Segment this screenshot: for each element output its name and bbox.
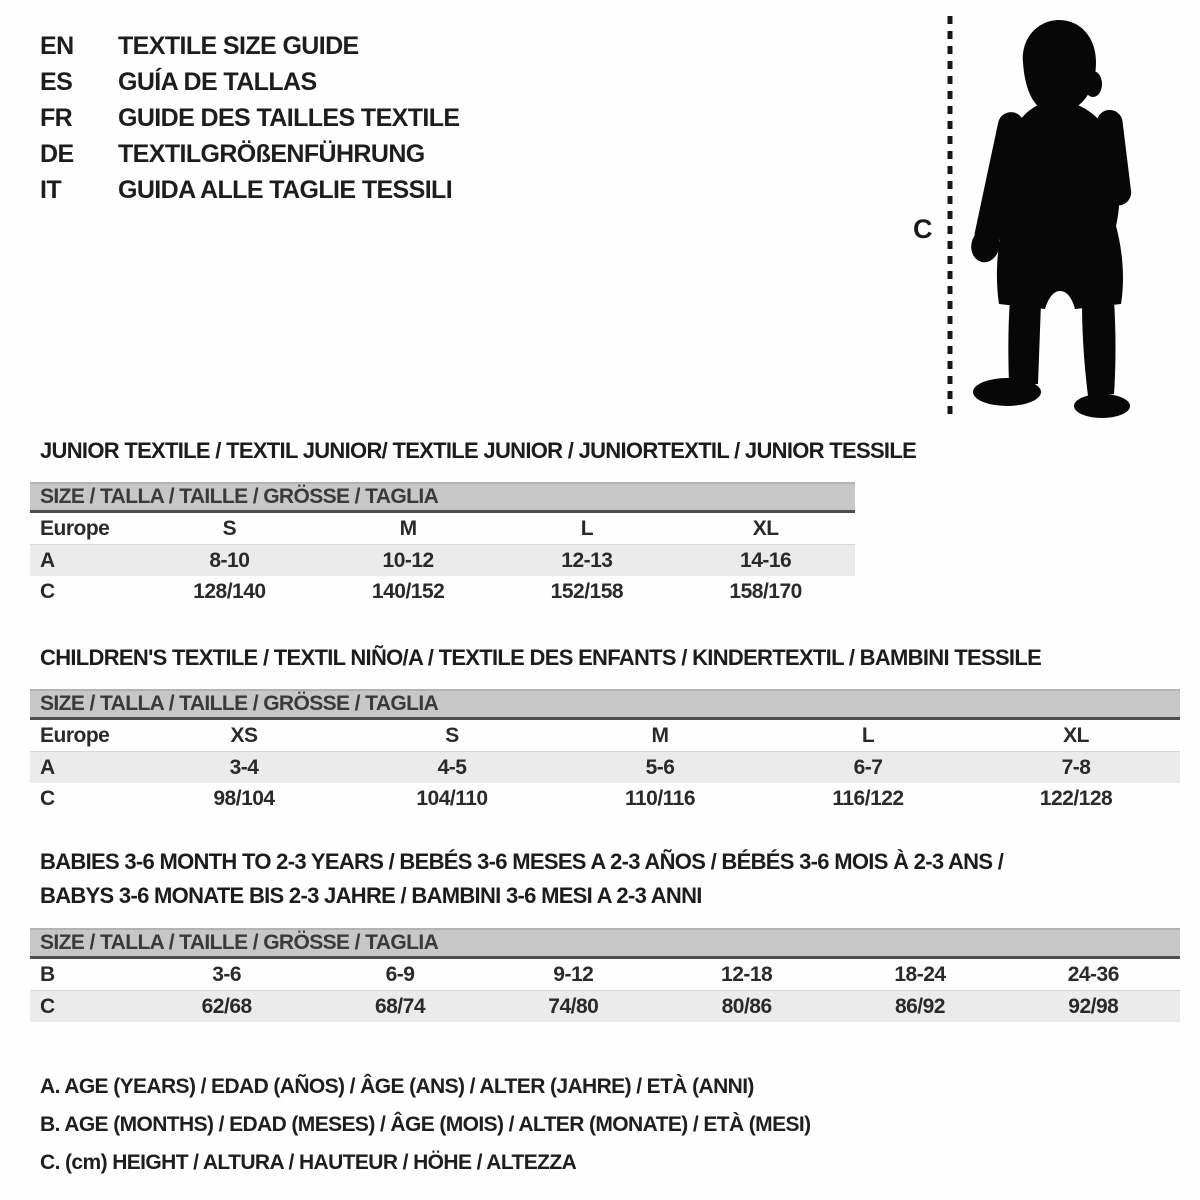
babies-section-title-line1: BABIES 3-6 MONTH TO 2-3 YEARS / BEBÉS 3-6 MESES A 2-3 AÑOS / BÉBÉS 3-6 MOIS À 2-3 ANS / bbox=[40, 849, 1004, 874]
children-size-header: SIZE / TALLA / TAILLE / GRÖSSE / TAGLIA bbox=[30, 689, 1180, 720]
table-row bbox=[30, 783, 1180, 814]
height-cell: 86/92 bbox=[894, 994, 945, 1018]
height-cell: 110/116 bbox=[624, 786, 696, 810]
measurement-legend bbox=[40, 1068, 811, 1182]
age-cell: 5-6 bbox=[645, 755, 675, 779]
language-row-it bbox=[40, 172, 460, 208]
legend-line-c: C. (cm) HEIGHT / ALTURA / HAUTEUR / HÖHE / ALTEZZA bbox=[40, 1151, 577, 1174]
height-cell: 140/152 bbox=[371, 579, 445, 603]
size-cell: XS bbox=[230, 723, 258, 747]
age-cell: 9-12 bbox=[553, 962, 594, 986]
size-cell: L bbox=[861, 723, 875, 747]
language-row-en bbox=[40, 28, 460, 64]
age-cell: 12-18 bbox=[721, 962, 773, 986]
age-cell: 24-36 bbox=[1067, 962, 1119, 986]
language-code: DE bbox=[40, 139, 74, 168]
language-code: IT bbox=[40, 175, 62, 204]
language-code: EN bbox=[40, 31, 74, 60]
babies-size-table bbox=[30, 928, 1180, 1022]
age-cell: 14-16 bbox=[740, 548, 792, 572]
table-row bbox=[30, 959, 1180, 991]
table-row bbox=[30, 576, 855, 607]
babies-size-header: SIZE / TALLA / TAILLE / GRÖSSE / TAGLIA bbox=[30, 928, 1180, 959]
language-row-de bbox=[40, 136, 460, 172]
children-size-table bbox=[30, 689, 1180, 814]
row-label: Europe bbox=[40, 516, 110, 540]
table-row bbox=[30, 991, 1180, 1022]
age-cell: 18-24 bbox=[894, 962, 946, 986]
age-cell: 4-5 bbox=[437, 755, 467, 779]
babies-section-title-line2: BABYS 3-6 MONATE BIS 2-3 JAHRE / BAMBINI 3-6 MESI A 2-3 ANNI bbox=[40, 883, 702, 908]
row-label: A bbox=[40, 548, 55, 572]
table-row bbox=[30, 752, 1180, 783]
language-row-es bbox=[40, 64, 460, 100]
height-cell: 68/74 bbox=[374, 994, 426, 1018]
guide-title-en: TEXTILE SIZE GUIDE bbox=[118, 31, 359, 60]
age-cell: 10-12 bbox=[382, 548, 434, 572]
size-cell: M bbox=[651, 723, 669, 747]
junior-size-table bbox=[30, 482, 855, 607]
age-cell: 7-8 bbox=[1061, 755, 1091, 779]
size-cell: XL bbox=[752, 516, 779, 540]
children-section-title: CHILDREN'S TEXTILE / TEXTIL NIÑO/A / TEXTILE DES ENFANTS / KINDERTEXTIL / BAMBINI TESSILE bbox=[40, 645, 1042, 670]
table-row bbox=[30, 720, 1180, 752]
row-label: C bbox=[40, 994, 55, 1018]
row-label: B bbox=[40, 962, 55, 986]
row-label: A bbox=[40, 755, 55, 779]
guide-title-it: GUIDA ALLE TAGLIE TESSILI bbox=[118, 175, 453, 204]
age-cell: 6-9 bbox=[385, 962, 415, 986]
junior-size-header: SIZE / TALLA / TAILLE / GRÖSSE / TAGLIA bbox=[30, 482, 855, 513]
height-cell: 104/110 bbox=[416, 786, 488, 810]
row-label: C bbox=[40, 579, 55, 603]
height-cell: 74/80 bbox=[548, 994, 599, 1018]
row-label: Europe bbox=[40, 723, 110, 747]
table-row bbox=[30, 545, 855, 576]
size-cell: XL bbox=[1063, 723, 1089, 747]
language-row-fr bbox=[40, 100, 460, 136]
height-cell: 62/68 bbox=[201, 994, 252, 1018]
height-cell: 158/170 bbox=[729, 579, 802, 603]
toddler-silhouette-icon bbox=[963, 12, 1143, 422]
height-cell: 122/128 bbox=[1039, 786, 1113, 810]
table-row bbox=[30, 513, 855, 545]
height-cell: 116/122 bbox=[832, 786, 904, 810]
height-measure-label: C bbox=[913, 214, 932, 244]
language-title-list bbox=[40, 28, 460, 208]
row-label: C bbox=[40, 786, 55, 810]
age-cell: 12-13 bbox=[561, 548, 613, 572]
legend-line-b: B. AGE (MONTHS) / EDAD (MESES) / ÂGE (MOIS) / ALTER (MONATE) / ETÀ (MESI) bbox=[40, 1113, 811, 1136]
language-code: FR bbox=[40, 103, 73, 132]
height-measure-line bbox=[947, 16, 953, 420]
language-code: ES bbox=[40, 67, 73, 96]
legend-line-a: A. AGE (YEARS) / EDAD (AÑOS) / ÂGE (ANS) / ALTER (JAHRE) / ETÀ (ANNI) bbox=[40, 1075, 754, 1098]
guide-title-de: TEXTILGRÖßENFÜHRUNG bbox=[118, 139, 425, 168]
height-cell: 92/98 bbox=[1068, 994, 1119, 1018]
age-cell: 3-4 bbox=[229, 755, 259, 779]
height-cell: 98/104 bbox=[213, 786, 275, 810]
age-cell: 3-6 bbox=[212, 962, 242, 986]
height-cell: 128/140 bbox=[193, 579, 266, 603]
size-cell: S bbox=[222, 516, 237, 540]
height-cell: 80/86 bbox=[721, 994, 772, 1018]
size-cell: L bbox=[580, 516, 594, 540]
size-cell: M bbox=[399, 516, 417, 540]
height-cell: 152/158 bbox=[550, 579, 624, 603]
guide-title-es: GUÍA DE TALLAS bbox=[118, 67, 317, 96]
size-cell: S bbox=[445, 723, 459, 747]
guide-title-fr: GUIDE DES TAILLES TEXTILE bbox=[118, 103, 460, 132]
age-cell: 6-7 bbox=[853, 755, 883, 779]
age-cell: 8-10 bbox=[209, 548, 250, 572]
junior-section-title: JUNIOR TEXTILE / TEXTIL JUNIOR/ TEXTILE JUNIOR / JUNIORTEXTIL / JUNIOR TESSILE bbox=[40, 438, 917, 463]
